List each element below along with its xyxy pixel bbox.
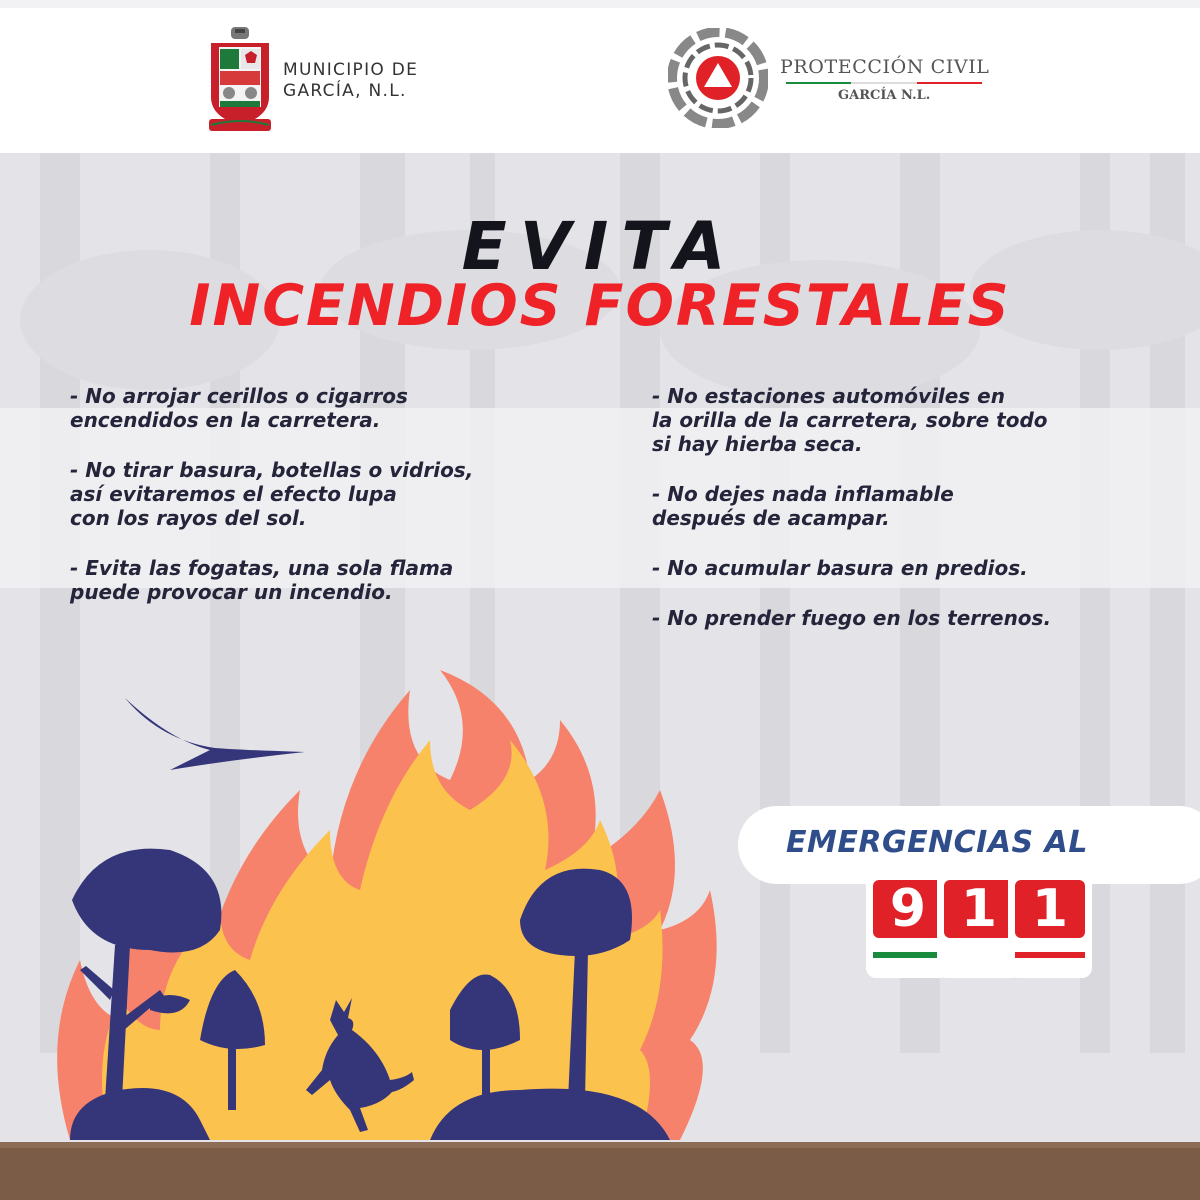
- digit-bar-white: [944, 952, 1014, 958]
- emergency-label: EMERGENCIAS AL: [786, 825, 1088, 860]
- tip-line: - No arrojar cerillos o cigarros: [70, 384, 408, 408]
- title-incendios-forestales: INCENDIOS FORESTALES: [189, 273, 1011, 339]
- tips-right-column: [652, 384, 1192, 656]
- tip-line: puede provocar un incendio.: [70, 580, 393, 604]
- municipality-line-1: MUNICIPIO DE: [283, 60, 419, 80]
- tip-line: así evitaremos el efecto lupa: [70, 482, 397, 506]
- tip-item: [652, 384, 1192, 456]
- tip-line: - No acumular basura en predios.: [652, 556, 1028, 580]
- tip-line: la orilla de la carretera, sobre todo: [652, 408, 1048, 432]
- header: [0, 0, 1200, 153]
- ground: [0, 1142, 1200, 1200]
- civil-protection-triangle-icon: [668, 28, 768, 128]
- digit-bar-red: [1015, 952, 1085, 958]
- bird-icon: [125, 698, 305, 770]
- tip-item: [70, 384, 630, 432]
- emergency-digit: 1: [944, 880, 1014, 938]
- tip-item: [652, 556, 1192, 580]
- tip-item: [652, 482, 1192, 530]
- tip-line: - No prender fuego en los terrenos.: [652, 606, 1052, 630]
- pc-subtitle: GARCÍA N.L.: [838, 88, 931, 103]
- tip-line: encendidos en la carretera.: [70, 408, 381, 432]
- tip-item: [652, 606, 1192, 630]
- tip-line: - No tirar basura, botellas o vidrios,: [70, 458, 474, 482]
- tip-line: - No estaciones automóviles en: [652, 384, 1005, 408]
- tip-item: [70, 556, 630, 604]
- digit-box: [1008, 870, 1092, 978]
- coat-of-arms-icon: [205, 25, 275, 135]
- header-top-strip: [0, 0, 1200, 8]
- tip-line: - Evita las fogatas, una sola flama: [70, 556, 454, 580]
- municipality-name: [283, 60, 418, 102]
- emergency-digit: 1: [1015, 880, 1085, 938]
- tip-line: después de acampar.: [652, 506, 890, 530]
- emergency-digit: 9: [873, 880, 943, 938]
- tip-line: con los rayos del sol.: [70, 506, 307, 530]
- pc-flag-line: [786, 82, 982, 84]
- pc-title: PROTECCIÓN CIVIL: [780, 56, 990, 78]
- tip-item: [70, 458, 630, 530]
- digit-bar-green: [873, 952, 943, 958]
- tips-left-column: [70, 384, 630, 630]
- municipality-line-2: GARCÍA, N.L.: [283, 81, 407, 101]
- tip-line: - No dejes nada inflamable: [652, 482, 954, 506]
- tip-line: si hay hierba seca.: [652, 432, 863, 456]
- title-evita: EVITA: [461, 208, 739, 285]
